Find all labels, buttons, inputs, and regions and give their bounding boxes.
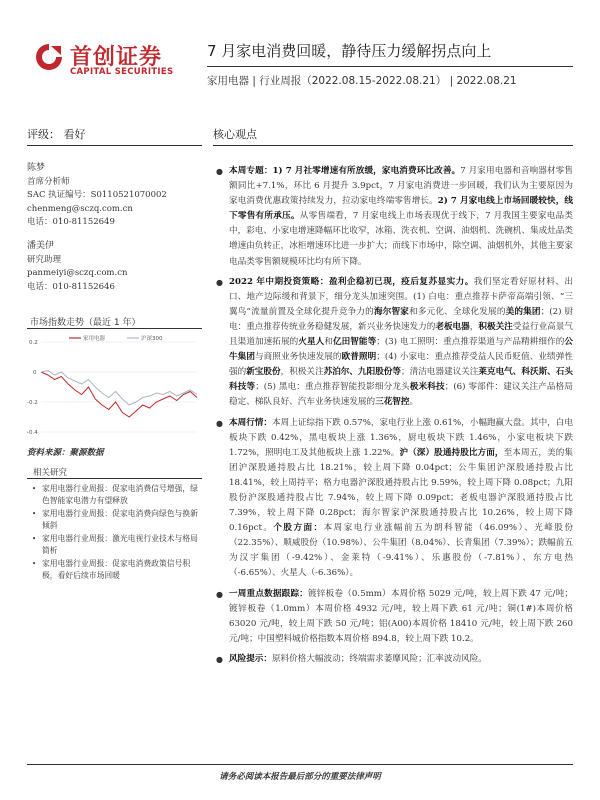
title-divider bbox=[207, 66, 573, 67]
analyst-email[interactable]: panmeiyi@sczq.com.cn bbox=[27, 268, 128, 278]
bullet-icon: • bbox=[32, 485, 37, 493]
bullet-icon: • bbox=[32, 510, 37, 518]
related-item[interactable]: • 家用电器行业周报：促家电消费向绿色与换新倾斜 bbox=[32, 509, 198, 530]
analyst-phone: 电话：010-81152646 bbox=[27, 281, 115, 292]
core-views-title: 核心观点 bbox=[213, 128, 257, 141]
bullet-icon: • bbox=[32, 535, 37, 543]
rating-label: 评级： 看好 bbox=[27, 128, 86, 141]
related-divider bbox=[27, 478, 202, 479]
y-tick-label: -0.2 bbox=[27, 400, 38, 406]
bullet-icon: ● bbox=[216, 654, 223, 664]
related-item[interactable]: • 家用电器行业周报：激光电视行业技术与格局简析 bbox=[32, 534, 198, 555]
core-views-content bbox=[213, 164, 573, 672]
chart-source: 资料来源：聚源数据 bbox=[27, 448, 104, 458]
market-paragraph: ● 本周行情：本周上证综指下跌 0.57%，家电行业上涨 0.61%，小幅跑赢大盘。其中，白电板块下跌 0.42%，黑电板块上涨 1.36%，厨电板块下跌 1.46%，小家电板块下跌 1.72%，照明电工及其他板块上涨 1.22%。沪（深）股通持股比方面，至本周五，美的集团沪深股通持股占比 18.21%，较上周下降 0.04pct；公牛集团沪深股通持股占比 18.41%，较上周持平；格力电器沪深股通持股占比 9.59%，较上周下降 0.08pct；九阳股份沪深股通持股占比 7.94%，较上周下降 0.09pct；老板电器沪深股通持股占比 7.39%，较上周下降 0.28pct；海尔智家沪深股通持股占比 10.26%，较上周下降 0.16pct。个股方面：本周家电行业涨幅前五为朗科智能（46.09%）、光峰股份（22.35%）、顺威股份（10.98%）、公牛集团（8.04%）、长青集团（7.39%）；跌幅前五为汉宇集团（-9.42%）、金莱特（-9.41%）、乐惠股份（-7.81%）、东方电热（-6.65%）、火星人（-6.36%）。 bbox=[216, 417, 573, 579]
analyst-phone: 电话：010-81152649 bbox=[27, 217, 115, 227]
bullet-icon: ● bbox=[216, 418, 223, 428]
footer-divider bbox=[27, 764, 573, 765]
analyst-role: 首席分析师 bbox=[27, 176, 70, 187]
y-tick-label: 0.2 bbox=[29, 340, 38, 346]
analyst-name: 陈梦 bbox=[27, 163, 46, 173]
related-item[interactable]: • 家用电器行业周报：促家电消费政策信号积极，看好后续市场回暖 bbox=[32, 559, 191, 580]
risk-paragraph: ● 风险提示：原料价格大幅波动；终端需求萎靡风险；汇率波动风险。 bbox=[213, 652, 573, 667]
chart-title: 市场指数走势（最近 1 年） bbox=[30, 318, 141, 328]
analyst-email[interactable]: chenmeng@sczq.com.cn bbox=[27, 203, 133, 214]
market-index-chart bbox=[27, 332, 202, 442]
legal-notice: 请务必阅读本报告最后部分的重要法律声明 bbox=[219, 772, 381, 782]
analyst-card bbox=[27, 162, 207, 230]
series-line-2 bbox=[41, 371, 197, 406]
related-research-list bbox=[30, 483, 202, 583]
analyst-role: 研究助理 bbox=[27, 254, 62, 265]
brand-logo bbox=[34, 40, 194, 80]
bullet-icon: ● bbox=[216, 589, 223, 599]
brand-mark-icon bbox=[34, 42, 64, 72]
core-views-divider bbox=[213, 145, 573, 146]
bullet-icon: ● bbox=[216, 167, 223, 176]
report-title: 7 月家电消费回暖，静待压力缓解拐点向上 bbox=[207, 42, 492, 60]
analyst-name: 潘美伊 bbox=[27, 241, 55, 251]
report-subtitle: 家用电器 | 行业周报（2022.08.15-2022.08.21） | 2022.08.21 bbox=[207, 75, 517, 87]
analyst-cert: SAC 执证编号：S0110521070002 bbox=[27, 190, 167, 200]
weekly-topic-paragraph: ● 本周专题：1) 7 月社零增速有所放缓，家电消费环比改善。7 月家用电器和音响器材零售额同比+7.1%，环比 6 月提升 3.9pct，7 月家电消费进一步回暖，我们认为主要原因为家电消费优惠政策持续发力，拉动家电终端零售增长。2) 7 月家电线上市场回暖较快，线下零售有所承压。从零售端看，7 月家电线上市场表现优于线下，7 月我国主要家电品类中，彩电、小家电增速降幅环比收窄，冰箱、洗衣机、空调、油烟机、洗碗机、集成灶品类增速由负转正，冰柜增速环比进一步扩大；而线下市场中，除空调、油烟机外，其他主要家电品类零售额规模环比均有所下降。 bbox=[216, 166, 573, 267]
analyst-card bbox=[27, 240, 207, 294]
bullet-icon: ● bbox=[216, 277, 223, 287]
legend-series-1: 家用电器 bbox=[83, 336, 106, 342]
brand-name-en: CAPITAL SECURITIES bbox=[70, 67, 174, 77]
legend-series-2: 沪深300 bbox=[141, 336, 163, 342]
brand-name-cn: 首创证券 bbox=[70, 45, 163, 70]
y-tick-label: 0 bbox=[33, 370, 37, 376]
related-item[interactable]: • 家用电器行业周报：促家电消费信号增强，绿色智能家电潜力有望释放 bbox=[32, 484, 198, 505]
chart-divider bbox=[27, 328, 202, 329]
y-tick-label: -0.4 bbox=[27, 430, 38, 436]
data-tracking-paragraph: ● 一周重点数据跟踪：镀锌板卷（0.5mm）本周价格 5029 元/吨，较上周下跌 47 元/吨；镀锌板卷（1.0mm）本周价格 4932 元/吨，较上周下跌 61 元/吨；铜(1#)本周价格 63020 元/吨，较上周下跌 50 元/吨；铝(A00)本周价格 18410 元/吨，较上周下跌 260 元/吨；中国塑料城价格指数本周价格 894.8，较上周下跌 10.2。 bbox=[216, 588, 573, 644]
rating-divider bbox=[27, 145, 202, 146]
strategy-paragraph: ● 2022 年中期投资策略：盈利企稳初已现，疫后复苏显实力。我们坚定看好原材料、出口、地产边际缓和背景下，细分龙头加速突围。(1) 白电：重点推荐卡萨帝高端引领、“三翼鸟”流量前置及全球化提升竞争力的海尔智家和多元化、全球化发展的美的集团；(2) 厨电：重点推荐传统业务稳健发展，新兴业务快速发力的老板电器，积极关注受益行业高景气且渠道加速拓展的火星人和亿田智能等；(3) 电工照明：重点推荐渠道与产品精耕细作的公牛集团与商照业务快速发展的欧普照明；(4) 小家电：重点推荐受益人民币贬值、业绩弹性强的新宝股份，积极关注苏泊尔、九阳股份等；清洁电器建议关注莱克电气、科沃斯、石头科技等；(5) 黑电：重点推荐智能投影细分龙头极米科技；(6) 零部件：建议关注产品格局稳定、梯队良好、汽车业务快速发展的三花智控。 bbox=[216, 276, 573, 408]
bullet-icon: • bbox=[32, 560, 37, 568]
related-research-title: 相关研究 bbox=[33, 468, 68, 478]
